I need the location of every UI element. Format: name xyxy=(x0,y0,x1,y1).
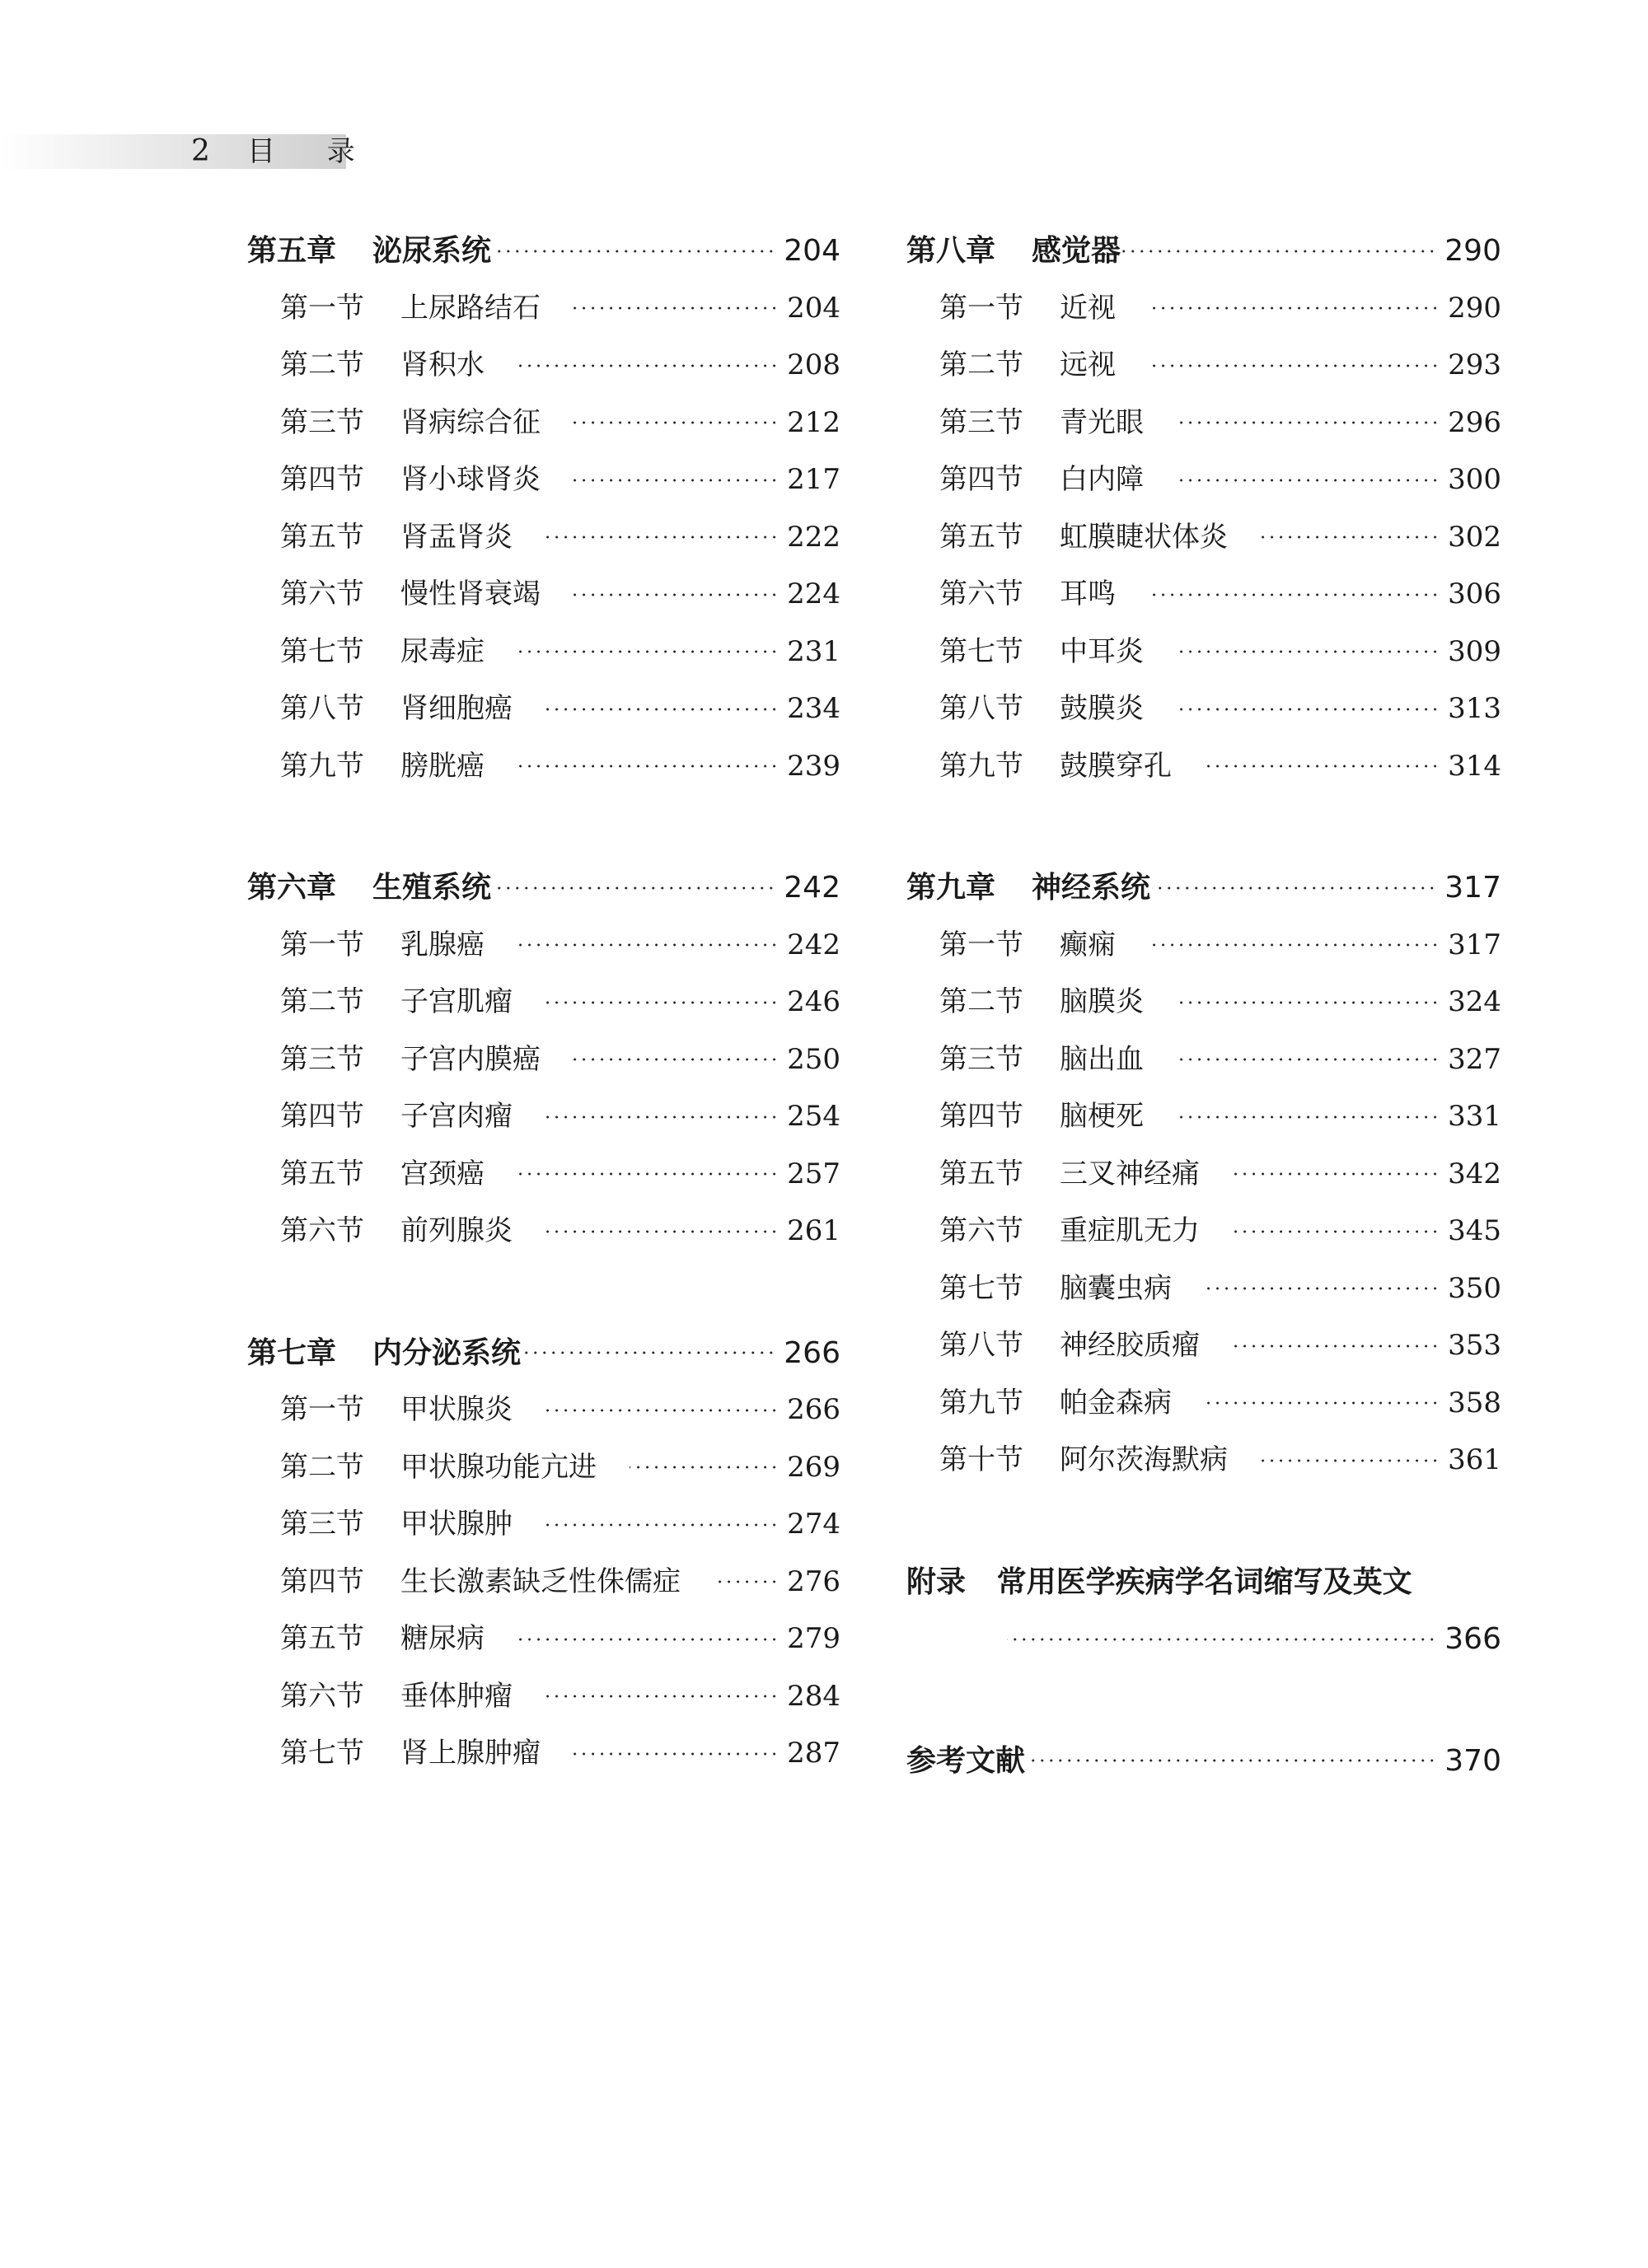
section-page: 302 xyxy=(1448,520,1501,554)
dot-leader xyxy=(1149,306,1440,310)
toc-section-entry[interactable] xyxy=(906,1432,1501,1489)
section-page: 309 xyxy=(1448,634,1501,668)
section-title: 肾上腺肿瘤 xyxy=(400,1737,541,1770)
chapter-number: 第九章 xyxy=(906,871,996,905)
dot-leader xyxy=(517,1638,779,1641)
dot-leader xyxy=(1205,1401,1440,1405)
dot-leader xyxy=(1177,650,1440,653)
dot-leader xyxy=(574,593,779,596)
section-number: 第一节 xyxy=(280,1393,364,1426)
dot-leader xyxy=(545,535,779,539)
section-page: 361 xyxy=(1448,1443,1501,1476)
section-title: 神经胶质瘤 xyxy=(1060,1329,1200,1362)
section-number: 第七节 xyxy=(939,634,1023,668)
section-page: 254 xyxy=(787,1100,840,1133)
section-title: 垂体肿瘤 xyxy=(400,1679,513,1713)
section-page: 350 xyxy=(1448,1271,1501,1305)
dot-leader xyxy=(574,421,779,424)
dot-leader xyxy=(1122,250,1436,253)
section-title: 宫颈癌 xyxy=(400,1157,485,1190)
chapter-page: 266 xyxy=(784,1335,840,1370)
section-title: 肾积水 xyxy=(400,348,485,381)
page-number: 2 xyxy=(191,134,210,168)
section-title: 脑出血 xyxy=(1060,1042,1144,1076)
section-page: 234 xyxy=(787,692,840,725)
chapter-page: 317 xyxy=(1444,871,1501,905)
section-title: 糖尿病 xyxy=(400,1622,485,1655)
section-number: 第一节 xyxy=(939,291,1023,325)
dot-leader xyxy=(545,1409,779,1412)
toc-section-entry[interactable] xyxy=(906,1317,1501,1375)
section-page: 269 xyxy=(787,1450,840,1484)
section-title: 阿尔茨海默病 xyxy=(1060,1443,1228,1476)
toc-section-entry[interactable] xyxy=(906,509,1501,567)
dot-leader xyxy=(1177,1058,1440,1061)
section-number: 第八节 xyxy=(280,692,364,725)
toc-chapter-entry[interactable] xyxy=(906,859,1501,917)
section-title: 中耳炎 xyxy=(1060,634,1144,668)
section-number: 第四节 xyxy=(280,463,364,496)
chapter-number: 第六章 xyxy=(247,871,337,905)
section-page: 266 xyxy=(787,1393,840,1426)
section-page: 250 xyxy=(787,1042,840,1076)
section-title: 肾病综合征 xyxy=(400,405,541,439)
dot-leader xyxy=(1149,364,1440,367)
section-number: 第九节 xyxy=(939,749,1023,783)
section-page: 274 xyxy=(787,1508,840,1541)
chapter-block xyxy=(906,222,1501,795)
section-page: 279 xyxy=(787,1622,840,1655)
section-page: 204 xyxy=(787,291,840,325)
dot-leader xyxy=(493,250,775,253)
toc-section-entry[interactable] xyxy=(906,624,1501,681)
section-number: 第五节 xyxy=(939,520,1023,554)
toc-section-entry[interactable] xyxy=(247,509,840,567)
section-number: 第五节 xyxy=(939,1157,1023,1190)
toc-section-entry[interactable] xyxy=(906,974,1501,1031)
toc-section-entry[interactable] xyxy=(906,1031,1501,1089)
toc-section-entry[interactable] xyxy=(906,1146,1501,1204)
section-number: 第四节 xyxy=(939,463,1023,496)
toc-chapter-entry[interactable] xyxy=(247,222,840,280)
toc-section-entry[interactable] xyxy=(247,1203,840,1260)
toc-right-blocks xyxy=(906,222,1501,1489)
dot-leader xyxy=(1149,943,1440,947)
section-page: 293 xyxy=(1448,348,1501,381)
section-number: 第三节 xyxy=(280,405,364,439)
toc-section-entry[interactable] xyxy=(247,1668,840,1726)
toc-section-entry[interactable] xyxy=(906,566,1501,624)
section-page: 276 xyxy=(787,1564,840,1598)
section-number: 第六节 xyxy=(280,578,364,610)
chapter-title: 感觉器 xyxy=(1032,234,1121,268)
toc-section-entry[interactable] xyxy=(906,1260,1501,1318)
section-number: 第七节 xyxy=(939,1271,1023,1305)
section-page: 306 xyxy=(1448,578,1501,610)
section-title: 白内障 xyxy=(1060,463,1144,496)
appendix-heading xyxy=(906,1554,1501,1611)
section-number: 第二节 xyxy=(280,1450,364,1484)
section-number: 第三节 xyxy=(939,1042,1023,1076)
toc-section-entry[interactable] xyxy=(906,280,1501,338)
section-page: 284 xyxy=(787,1679,840,1713)
toc-section-entry[interactable] xyxy=(906,337,1501,395)
chapter-number: 第八章 xyxy=(906,234,996,268)
toc-section-entry[interactable] xyxy=(247,1554,840,1611)
toc-section-entry[interactable] xyxy=(247,395,840,452)
section-number: 第九节 xyxy=(280,749,364,783)
section-page: 342 xyxy=(1448,1157,1501,1190)
toc-section-entry[interactable] xyxy=(906,1203,1501,1260)
section-title: 鼓膜炎 xyxy=(1060,692,1144,725)
toc-appendix[interactable] xyxy=(906,1554,1501,1668)
chapter-block xyxy=(906,859,1501,1489)
section-number: 第二节 xyxy=(939,348,1023,381)
chapter-number: 第七章 xyxy=(247,1335,337,1370)
references-page: 370 xyxy=(1444,1743,1501,1778)
dot-leader xyxy=(517,943,779,947)
toc-section-entry[interactable] xyxy=(247,738,840,796)
appendix-label: 附录 xyxy=(906,1564,967,1599)
chapter-title: 泌尿系统 xyxy=(372,234,492,268)
toc-section-entry[interactable] xyxy=(247,624,840,681)
dot-leader xyxy=(1233,1230,1440,1233)
section-number: 第八节 xyxy=(939,1329,1023,1362)
chapter-title: 生殖系统 xyxy=(372,871,492,905)
chapter-title: 神经系统 xyxy=(1032,871,1151,905)
section-number: 第三节 xyxy=(280,1042,364,1076)
section-title: 尿毒症 xyxy=(400,634,485,668)
dot-leader xyxy=(545,1523,779,1527)
section-title: 肾小球肾炎 xyxy=(400,463,541,496)
section-page: 324 xyxy=(1448,985,1501,1018)
section-page: 217 xyxy=(787,463,840,496)
section-number: 第三节 xyxy=(939,405,1023,439)
section-title: 脑梗死 xyxy=(1060,1100,1144,1133)
section-title: 青光眼 xyxy=(1060,405,1144,439)
section-number: 第一节 xyxy=(939,928,1023,961)
dot-leader xyxy=(1152,886,1436,890)
page-title: 目 录 xyxy=(247,135,377,168)
toc-section-entry[interactable] xyxy=(906,451,1501,509)
dot-leader xyxy=(1149,593,1440,596)
appendix-page-line xyxy=(906,1611,1501,1668)
section-title: 慢性肾衰竭 xyxy=(400,578,541,610)
dot-leader xyxy=(545,1115,779,1119)
section-page: 300 xyxy=(1448,463,1501,496)
dot-leader xyxy=(1007,1638,1436,1641)
toc-section-entry[interactable] xyxy=(906,738,1501,796)
dot-leader xyxy=(574,306,779,310)
dot-leader xyxy=(1261,1459,1440,1462)
toc-section-entry[interactable] xyxy=(247,1031,840,1089)
chapter-page: 290 xyxy=(1444,234,1501,268)
toc-section-entry[interactable] xyxy=(906,1375,1501,1433)
section-title: 耳鸣 xyxy=(1060,578,1116,610)
appendix-page: 366 xyxy=(1444,1622,1501,1656)
toc-section-entry[interactable] xyxy=(906,917,1501,975)
section-page: 246 xyxy=(787,985,840,1018)
chapter-block xyxy=(247,222,840,795)
toc-section-entry[interactable] xyxy=(247,1496,840,1554)
section-number: 第七节 xyxy=(280,634,364,668)
section-page: 345 xyxy=(1448,1214,1501,1247)
section-page: 257 xyxy=(787,1157,840,1190)
section-title: 脑膜炎 xyxy=(1060,985,1144,1018)
section-page: 212 xyxy=(787,405,840,439)
chapter-page: 242 xyxy=(784,871,840,905)
section-number: 第一节 xyxy=(280,291,364,325)
section-page: 353 xyxy=(1448,1329,1501,1362)
section-title: 甲状腺肿 xyxy=(400,1508,513,1541)
toc-section-entry[interactable] xyxy=(247,1439,840,1497)
section-number: 第四节 xyxy=(280,1564,364,1598)
section-title: 远视 xyxy=(1060,348,1116,381)
section-title: 子宫肉瘤 xyxy=(400,1100,513,1133)
section-number: 第六节 xyxy=(939,578,1023,610)
section-page: 327 xyxy=(1448,1042,1501,1076)
dot-leader xyxy=(493,886,775,890)
section-page: 222 xyxy=(787,520,840,554)
dot-leader xyxy=(574,1058,779,1061)
dot-leader xyxy=(1233,1172,1440,1176)
toc-section-entry[interactable] xyxy=(247,566,840,624)
section-title: 乳腺癌 xyxy=(400,928,485,961)
section-title: 甲状腺炎 xyxy=(400,1393,513,1426)
section-page: 313 xyxy=(1448,692,1501,725)
dot-leader xyxy=(1177,479,1440,482)
section-title: 膀胱癌 xyxy=(400,749,485,783)
toc-section-entry[interactable] xyxy=(906,680,1501,738)
appendix-title: 常用医学疾病学名词缩写及英文 xyxy=(996,1564,1412,1599)
toc-section-entry[interactable] xyxy=(247,1611,840,1668)
section-number: 第六节 xyxy=(280,1679,364,1713)
section-number: 第二节 xyxy=(280,348,364,381)
section-page: 239 xyxy=(787,749,840,783)
section-page: 331 xyxy=(1448,1100,1501,1133)
references-title: 参考文献 xyxy=(906,1743,1026,1778)
dot-leader xyxy=(1027,1759,1436,1762)
section-number: 第三节 xyxy=(280,1508,364,1541)
section-title: 癫痫 xyxy=(1060,928,1116,961)
dot-leader xyxy=(1177,421,1440,424)
dot-leader xyxy=(1177,1115,1440,1119)
section-number: 第六节 xyxy=(939,1214,1023,1247)
section-title: 虹膜睫状体炎 xyxy=(1060,520,1228,554)
dot-leader xyxy=(517,1172,779,1176)
section-number: 第六节 xyxy=(280,1214,364,1247)
dot-leader xyxy=(1205,765,1440,768)
toc-section-entry[interactable] xyxy=(247,1146,840,1204)
section-page: 242 xyxy=(787,928,840,961)
section-number: 第五节 xyxy=(280,520,364,554)
section-title: 重症肌无力 xyxy=(1060,1214,1200,1247)
toc-chapter-entry[interactable] xyxy=(906,222,1501,280)
toc-right-column xyxy=(906,222,1501,1789)
dot-leader xyxy=(517,364,779,367)
chapter-number: 第五章 xyxy=(247,234,337,268)
dot-leader xyxy=(714,1580,779,1583)
section-title: 肾盂肾炎 xyxy=(400,520,513,554)
section-title: 鼓膜穿孔 xyxy=(1060,749,1172,783)
section-title: 帕金森病 xyxy=(1060,1386,1172,1419)
toc-section-entry[interactable] xyxy=(906,395,1501,452)
chapter-block xyxy=(247,859,840,1260)
section-number: 第五节 xyxy=(280,1157,364,1190)
dot-leader xyxy=(517,765,779,768)
dot-leader xyxy=(545,1230,779,1233)
dot-leader xyxy=(545,1695,779,1698)
section-title: 甲状腺功能亢进 xyxy=(400,1450,597,1484)
section-number: 第五节 xyxy=(280,1622,364,1655)
section-number: 第七节 xyxy=(280,1737,364,1770)
section-page: 231 xyxy=(787,634,840,668)
toc-section-entry[interactable] xyxy=(247,680,840,738)
dot-leader xyxy=(517,650,779,653)
toc-section-entry[interactable] xyxy=(247,1725,840,1783)
dot-leader xyxy=(574,479,779,482)
toc-chapter-entry[interactable] xyxy=(247,859,840,917)
dot-leader xyxy=(1205,1287,1440,1290)
section-title: 上尿路结石 xyxy=(400,291,541,325)
chapter-title: 内分泌系统 xyxy=(372,1335,522,1370)
section-title: 肾细胞癌 xyxy=(400,692,513,725)
toc-section-entry[interactable] xyxy=(247,451,840,509)
toc-left-column xyxy=(247,222,840,1847)
section-number: 第九节 xyxy=(939,1386,1023,1419)
section-page: 287 xyxy=(787,1737,840,1770)
toc-section-entry[interactable] xyxy=(247,1382,840,1439)
section-page: 224 xyxy=(787,578,840,610)
section-number: 第一节 xyxy=(280,928,364,961)
section-number: 第十节 xyxy=(939,1443,1023,1476)
section-title: 三叉神经痛 xyxy=(1060,1157,1200,1190)
toc-section-entry[interactable] xyxy=(247,1088,840,1146)
section-title: 脑囊虫病 xyxy=(1060,1271,1172,1305)
section-page: 261 xyxy=(787,1214,840,1247)
dot-leader xyxy=(522,1351,775,1354)
section-page: 314 xyxy=(1448,749,1501,783)
section-number: 第八节 xyxy=(939,692,1023,725)
dot-leader xyxy=(545,708,779,711)
section-page: 296 xyxy=(1448,405,1501,439)
section-number: 第二节 xyxy=(939,985,1023,1018)
section-page: 208 xyxy=(787,348,840,381)
section-page: 290 xyxy=(1448,291,1501,325)
toc-section-entry[interactable] xyxy=(906,1088,1501,1146)
dot-leader xyxy=(1177,1001,1440,1004)
dot-leader xyxy=(630,1466,779,1469)
toc-section-entry[interactable] xyxy=(247,337,840,395)
section-page: 358 xyxy=(1448,1386,1501,1419)
chapter-page: 204 xyxy=(784,234,840,268)
dot-leader xyxy=(574,1752,779,1756)
section-number: 第四节 xyxy=(280,1100,364,1133)
section-page: 317 xyxy=(1448,928,1501,961)
chapter-block xyxy=(247,1325,840,1783)
toc-section-entry[interactable] xyxy=(247,974,840,1031)
toc-chapter-entry[interactable] xyxy=(247,1325,840,1382)
toc-section-entry[interactable] xyxy=(247,280,840,338)
section-title: 子宫内膜癌 xyxy=(400,1042,541,1076)
section-number: 第二节 xyxy=(280,985,364,1018)
section-number: 第四节 xyxy=(939,1100,1023,1133)
section-title: 前列腺炎 xyxy=(400,1214,513,1247)
dot-leader xyxy=(1177,708,1440,711)
section-title: 生长激素缺乏性侏儒症 xyxy=(400,1564,681,1598)
dot-leader xyxy=(1233,1344,1440,1348)
section-title: 近视 xyxy=(1060,291,1116,325)
section-title: 子宫肌瘤 xyxy=(400,985,513,1018)
dot-leader xyxy=(545,1001,779,1004)
dot-leader xyxy=(1261,535,1440,539)
toc-section-entry[interactable] xyxy=(247,917,840,975)
toc-references[interactable] xyxy=(906,1733,1501,1790)
